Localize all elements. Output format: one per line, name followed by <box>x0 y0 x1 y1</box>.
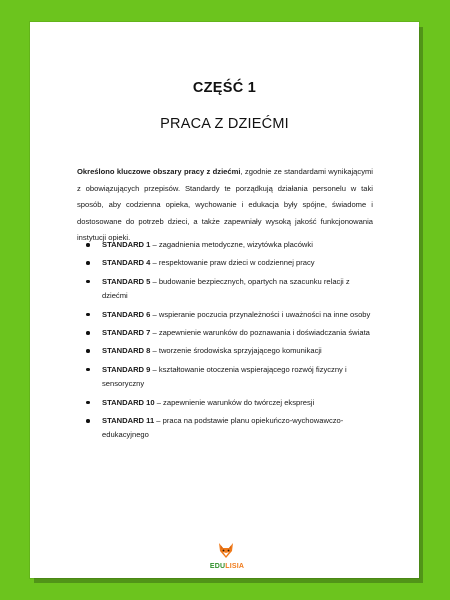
standard-text: – budowanie bezpiecznych, opartych na szacunku relacji z dziećmi <box>102 276 350 301</box>
standard-text: – wspieranie poczucia przynależności i uważności na inne osoby <box>150 309 371 319</box>
standard-label: STANDARD 8 <box>102 346 151 356</box>
standard-label: STANDARD 4 <box>102 258 151 268</box>
list-item <box>77 308 377 322</box>
list-item <box>77 396 377 410</box>
standard-text: – respektowanie praw dzieci w codziennej pracy <box>150 258 315 268</box>
bullet-icon <box>86 401 90 405</box>
intro-text: , zgodnie ze standardami wynikającymi z obowiązujących przepisów. Standardy te porządkują działania personelu w taki sposób, aby codzienna opieka, wychowanie i edukacja były spójne, świadome i dostosowane do potrzeb dzieci, a także zapewniały wysoką jakość funkcjonowania instytucji opieki. <box>77 167 373 243</box>
standard-label: STANDARD 11 <box>102 416 155 426</box>
bullet-icon <box>86 368 90 372</box>
bullet-icon <box>86 349 90 353</box>
bullet-icon <box>86 261 90 265</box>
logo-text: EDULISIA <box>209 563 245 570</box>
intro-bold-text: Określono kluczowe obszary pracy z dziećmi <box>77 167 241 176</box>
standard-label: STANDARD 5 <box>102 276 151 286</box>
standards-list <box>77 238 377 447</box>
standard-text: – praca na podstawie planu opiekuńczo-wychowawczo-edukacyjnego <box>102 416 344 440</box>
list-item <box>77 326 377 340</box>
fox-icon <box>216 541 236 561</box>
standard-text: – zapewnienie warunków do twórczej ekspresji <box>154 397 315 407</box>
page-title: PRACA Z DZIEĆMI <box>160 116 289 132</box>
bullet-icon <box>86 331 90 335</box>
standard-label: STANDARD 7 <box>102 328 151 338</box>
list-item <box>77 344 377 358</box>
standard-text: – zagadnienia metodyczne, wizytówka placówki <box>150 240 313 249</box>
list-item <box>77 238 377 252</box>
edulisia-logo <box>205 541 249 577</box>
standard-label: STANDARD 9 <box>102 364 151 374</box>
bullet-icon <box>86 313 90 317</box>
standard-label: STANDARD 1 <box>102 240 151 249</box>
intro-paragraph <box>77 164 373 247</box>
list-item <box>77 363 377 392</box>
standard-label: STANDARD 6 <box>102 309 151 319</box>
standard-text: – kształtowanie otoczenia wspierającego rozwój fizyczny i sensoryczny <box>102 364 347 389</box>
bullet-icon <box>86 243 90 247</box>
list-item <box>77 275 377 304</box>
bullet-icon <box>86 280 90 284</box>
standard-label: STANDARD 10 <box>102 397 155 407</box>
part-heading: CZĘŚĆ 1 <box>192 80 257 96</box>
list-item <box>77 414 377 443</box>
standard-text: – tworzenie środowiska sprzyjającego komunikacji <box>150 346 322 356</box>
standard-text: – zapewnienie warunków do poznawania i doświadczania świata <box>150 328 370 338</box>
bullet-icon <box>86 419 90 423</box>
list-item <box>77 256 377 270</box>
document-page <box>30 22 419 578</box>
